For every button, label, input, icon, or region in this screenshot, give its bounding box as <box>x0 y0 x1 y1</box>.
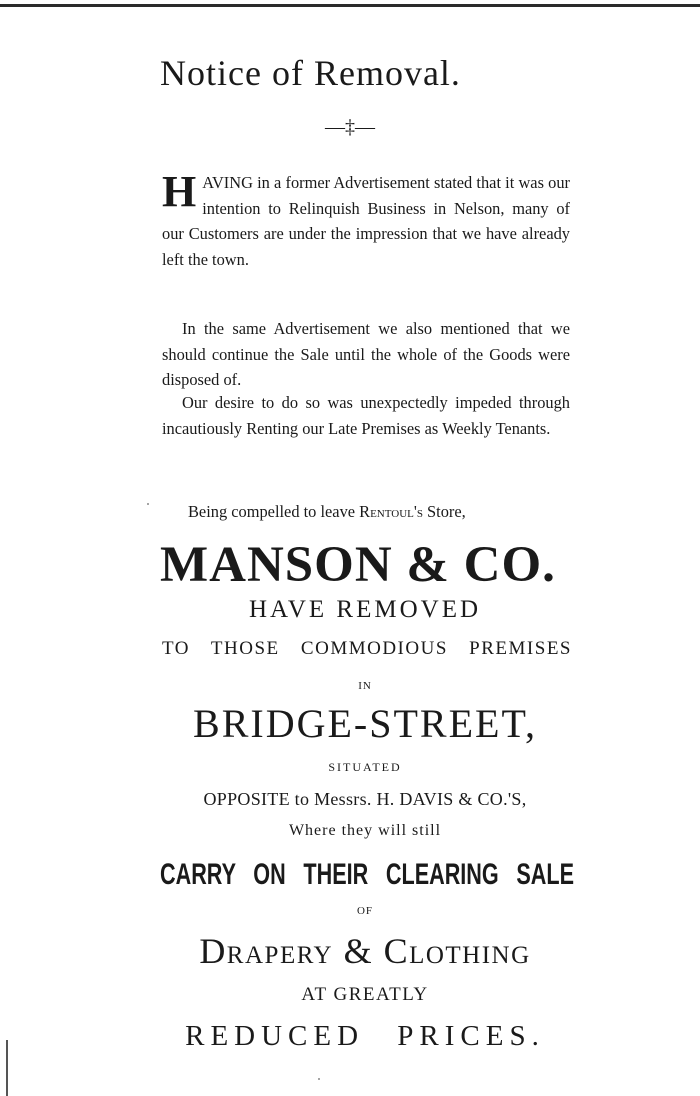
store-owner-name: Rentoul's <box>359 502 423 521</box>
commodious-premises-line: TO THOSE COMMODIOUS PREMISES <box>162 638 572 659</box>
drop-cap: H <box>162 167 197 216</box>
paragraph-desire: Our desire to do so was unexpectedly impeded through incautiously Renting our Late Premises as Weekly Tenants. <box>162 393 570 438</box>
paragraph-advertisement: In the same Advertisement we also mentioned that we should continue the Sale until the whole of the Goods were disposed of. <box>162 319 570 389</box>
opposite-line: OPPOSITE to Messrs. H. DAVIS & CO.'S, <box>203 789 527 809</box>
print-speck <box>147 503 149 505</box>
of-label: OF <box>356 905 374 917</box>
situated-label: SITUATED <box>328 760 402 774</box>
where-line: Where they will still <box>288 822 442 839</box>
top-border-rule <box>0 4 700 7</box>
firm-name: MANSON & CO. <box>160 537 556 593</box>
paragraph-having-text: AVING in a former Advertisement stated that it was our intention to Relinquish Business in Nelson, many of our Customers are under the impression that we have already left the town. <box>162 173 570 269</box>
store-text: Store, <box>422 502 466 521</box>
goods-heading: Drapery & Clothing <box>199 931 531 971</box>
print-speck <box>318 1078 320 1080</box>
street-name: BRIDGE-STREET, <box>193 701 537 746</box>
compelled-text: Being compelled to leave <box>188 502 360 521</box>
left-margin-mark <box>6 1040 8 1096</box>
at-greatly-line: AT GREATLY <box>301 984 429 1005</box>
in-label: IN <box>358 680 372 692</box>
reduced-prices-line: REDUCED PRICES. <box>185 1020 545 1052</box>
clearing-sale-heading: CARRY ON THEIR CLEARING SALE <box>160 858 574 891</box>
have-removed-heading: HAVE REMOVED <box>248 596 482 623</box>
paragraph-compelled <box>162 499 570 525</box>
ornament-divider: —‡— <box>325 116 375 138</box>
paragraph-having <box>162 167 570 272</box>
notice-title: Notice of Removal. <box>160 53 461 93</box>
